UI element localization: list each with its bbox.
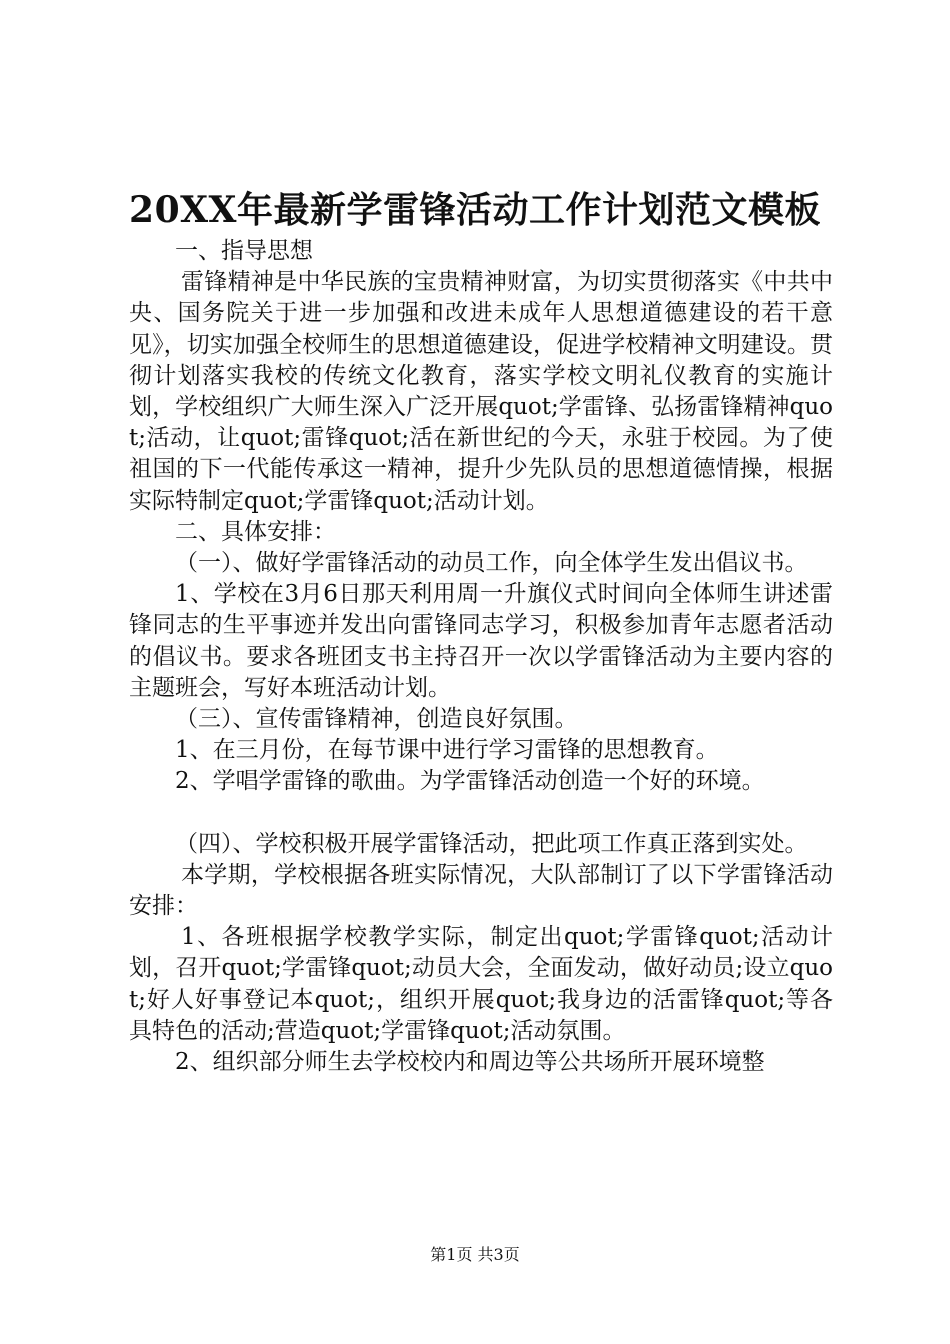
page-footer: 第1页 共3页 xyxy=(430,1245,520,1264)
paragraph-guiding-ideology: 雷锋精神是中华民族的宝贵精神财富，为切实贯彻落实《中共中央、国务院关于进一步加强和改进未成年人思想道德建设的若干意见》，切实加强全校师生的思想道德建设，促进学校精神文明建设。贯彻计划落实我校的传统文化教育，落实学校文明礼仪教育的实施计划，学校组织广大师生深入广泛开展quot;学雷锋、弘扬雷锋精神quot;活动，让quot;雷锋quot;活在新世纪的今天，永驻于校园。为了使祖国的下一代能传承这一精神，提升少先队员的思想道德情操，根据实际特制定quot;学雷锋quot;活动计划。 xyxy=(129,269,833,514)
subsection-mobilization: （一）、做好学雷锋活动的动员工作，向全体学生发出倡议书。 xyxy=(175,550,808,577)
section-heading-guiding-ideology: 一、指导思想 xyxy=(175,238,313,264)
paragraph-mobilization-item-1: 1、学校在3月6日那天利用周一升旗仪式时间向全体师生讲述雷锋同志的生平事迹并发出向雷锋同志学习，积极参加青年志愿者活动的倡议书。要求各班团支书主持召开一次以学雷锋活动为主要内容的主题班会，写好本班活动计划。 xyxy=(129,581,833,701)
paragraph-activities-item-2: 2、组织部分师生去学校校内和周边等公共场所开展环境整 xyxy=(175,1049,765,1076)
paragraph-gap xyxy=(129,798,833,829)
paragraph-activities-intro: 本学期，学校根据各班实际情况，大队部制订了以下学雷锋活动安排： xyxy=(129,861,833,920)
subsection-promotion: （三）、宣传雷锋精神，创造良好氛围。 xyxy=(175,706,578,733)
paragraph-promotion-item-1: 1、在三月份，在每节课中进行学习雷锋的思想教育。 xyxy=(175,737,719,764)
paragraph-activities-item-1: 1、各班根据学校教学实际，制定出quot;学雷锋quot;活动计划，召开quot;学雷锋quot;动员大会，全面发动，做好动员;设立quot;好人好事登记本quot;，组织开展quot;我身边的活雷锋quot;等各具特色的活动;营造quot;学雷锋quot;活动氛围。 xyxy=(129,924,833,1044)
document-body xyxy=(129,236,833,1078)
subsection-activities: （四）、学校积极开展学雷锋活动，把此项工作真正落到实处。 xyxy=(175,830,808,857)
section-heading-arrangement: 二、具体安排： xyxy=(175,518,336,545)
paragraph-promotion-item-2: 2、学唱学雷锋的歌曲。为学雷锋活动创造一个好的环境。 xyxy=(175,768,765,795)
document-title: 20XX年最新学雷锋活动工作计划范文模板 xyxy=(129,189,821,231)
